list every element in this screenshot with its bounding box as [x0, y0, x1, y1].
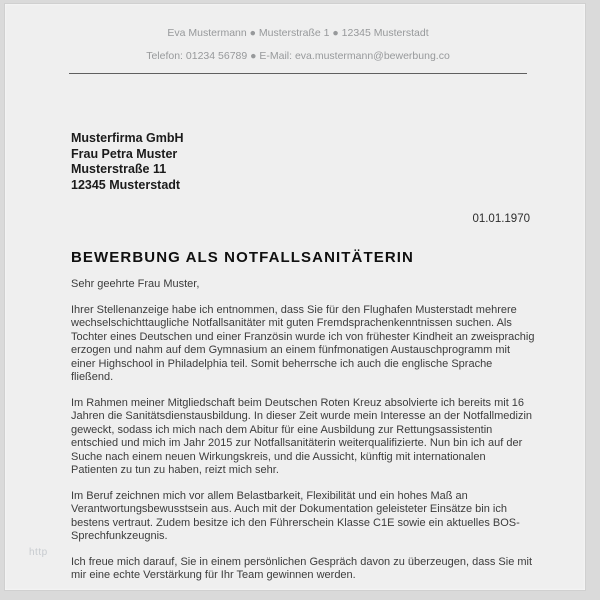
salutation: Sehr geehrte Frau Muster,: [71, 278, 200, 290]
recipient-contact: Frau Petra Muster: [71, 146, 178, 161]
letter-header: [66, 4, 530, 63]
recipient-city: 12345 Musterstadt: [71, 177, 181, 192]
letter-body: [71, 278, 535, 583]
header-divider: [69, 73, 527, 74]
date-row: [66, 213, 530, 225]
letter-content: [5, 4, 585, 590]
subject-line: BEWERBUNG ALS NOTFALLSANITÄTERIN: [71, 249, 414, 266]
paragraph-1: Ihrer Stellenanzeige habe ich entnommen, dass Sie für den Flughafen Musterstadt mehrere wechselschichttaugliche Notfallsanitäter mit guten Fremdsprachenkenntnissen suchen. Als Tochter eines Deutschen und einer Französin wurde ich von frühester Kindheit an zweisprachig erzogen und nahm auf dem Gymnasium an einem fünfmonatigen Austauschprogramm mit einer Highschool in Philadelphia teil. Somit beherrsche ich auch die englische Sprache fließend.: [71, 303, 535, 383]
letter-page: [4, 3, 586, 591]
paragraph-3: Im Beruf zeichnen mich vor allem Belastbarkeit, Flexibilität und ein hohes Maß an Verantwortungsbewusstsein aus. Auch mit der Dokumentation geleisteter Einsätze bin ich bestens vertraut. Zudem besitze ich den Führerschein Klasse C1E sowie ein aktuelles BOS-Sprechfunkzeugnis.: [71, 489, 520, 542]
letter-date: 01.01.1970: [472, 213, 530, 225]
recipient-address-block: [71, 131, 530, 193]
watermark-text: http: [29, 547, 48, 558]
sender-phone-email-line: Telefon: 01234 56789 ● E-Mail: eva.mustermann@bewerbung.co: [146, 50, 450, 62]
paragraph-2: Im Rahmen meiner Mitgliedschaft beim Deutschen Roten Kreuz absolvierte ich bereits mit 16 Jahren die Sanitätsdienstausbildung. In dieser Zeit wurde mein Interesse an der Notfallmedizin geweckt, sodass ich mich nach dem Abitur für eine Ausbildung zur Rettungsassistentin entschied und mich im Jahr 2015 zur Notfallsanitäterin weiterqualifizierte. Nun bin ich auf der Suche nach einem neuen Wirkungskreis, und die Aussicht, künftig mit internationalen Patienten zu tun zu haben, reizt mich sehr.: [71, 396, 533, 476]
recipient-street: Musterstraße 11: [71, 162, 167, 176]
recipient-company: Musterfirma GmbH: [71, 131, 184, 145]
paragraph-4: Ich freue mich darauf, Sie in einem persönlichen Gespräch davon zu überzeugen, dass Sie mit mir eine echte Verstärkung für Ihr Team gewinnen werden.: [71, 555, 533, 581]
sender-contact-line: Eva Mustermann ● Musterstraße 1 ● 12345 Musterstadt: [167, 27, 429, 39]
